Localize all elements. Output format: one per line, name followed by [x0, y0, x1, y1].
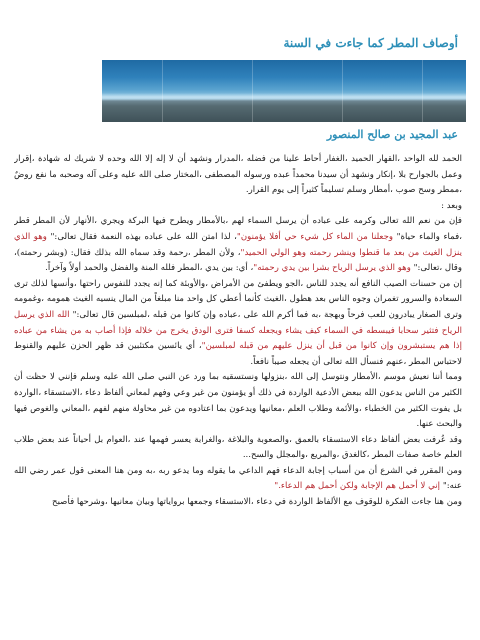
horizon-haze — [102, 93, 466, 101]
article-body — [14, 152, 462, 632]
umar-quote: إني لا أحمل هم الإجابة ولكن أحمل هم الدعاء." — [274, 481, 443, 492]
paragraph-rain-benefits — [14, 277, 462, 371]
paragraph-intro: الحمد لله الواحد ،القهار الحميد ،الغفار أحاط علينا من فضله ،المدرار ونشهد أن لا إله إلا الله وحده لا شريك له شهادة ،إقرار وعمل بالجوارح بلا ،إنكار ونشهد أن سيدنا محمداً عبده ورسوله المصطفى ،المختار صلى الله عليه وعلى آله وصحبه ما نفع روضٌ ،ممطر وسح صوب ،أمطار وسلم تسليماً كثيراً إلى يوم القرار. — [14, 154, 462, 196]
quran-verse: وجعلنا من الماء كل شيء حي أفلا يؤمنون" — [236, 231, 397, 242]
quran-verse: وهو الذي ينزل الغيث من بعد ما قنطوا وينشر رحمته وهو الولي الحميد" — [14, 231, 462, 258]
quran-verse: الله الذي يرسل الرياح فتثير سحابا فيبسطه في السماء كيف يشاء ويجعله كسفا فترى الودق يخرج من خلاله فإذا أصاب به من يشاء من عباده إذا هم يستبشرون وإن كانوا من قبل أن ينزل عليهم من قبله لمبلسين" — [14, 309, 462, 352]
paragraph-idea: ومن هنا جاءت الفكرة للوقوف مع الألفاظ الواردة في دعاء ،الاستسقاء وجمعها برواياتها وبيان معانيها ،وشرحها فأصبح — [52, 497, 462, 508]
quran-verse: وهو الذي يرسل الرياح بشرا بين يدي رحمته" — [253, 263, 414, 274]
article-title: أوصاف المطر كما جاءت في السنة — [283, 36, 458, 50]
paragraph-text: ، ولأن المطر ،رحمة وقد سماه الله بذلك فقال: (وبشر رحمته)، وقال ،تعالى:" — [14, 247, 462, 274]
author-name: عبد المجيد بن صالح المنصور — [326, 128, 458, 141]
paragraph-words: وقد عُرفت بعض ألفاظ دعاء الاستسقاء بالعمق ،والصعوبة والبلاغة ،والغرابة يعسر فهمها عند ،العوام بل أحياناً عند بعض طلاب العلم خاصة صفات المطر ،كالغدق ،والمريع ،والمجلل والسح... — [14, 434, 462, 461]
sea-horizon-image — [102, 60, 466, 122]
paragraph-blessing — [14, 214, 462, 276]
paragraph-text: إن من حسنات الصيب النافع أنه يجدد للناس ،الجو ويطفئ من الأمراض ،والأوبئة كما إنه يجدد للنفوس راحتها ،وأنسها لذلك ترى السعادة والسرور تغمران وجوه الناس بعد هطول ،الغيث كأنما أعطي كل واحد منا مبلغاً من المال ينسيه الغيث همومه ،وغمومه وترى الصغار يبادرون للعب فرحاً وبهجة ،به فما أكرم الله على ،عباده وإن كانوا من قبله ،لمبلسين قال تعالى:" — [14, 278, 462, 320]
paragraph-wabaad: وبعد : — [441, 200, 462, 211]
paragraph-text: ، أي يائسين مكتئبين قد ظهر الحزن عليهم والقنوط لاحتباس المطر ،عنهم فنسأل الله تعالى أن يجعله صيباً نافعاً. — [14, 341, 462, 367]
paragraph-season: ومما أننا نعيش موسم ،الأمطار ونتوسل إلى الله ،بنزولها ونستسقيه بما ورد عن النبي صلى الله عليه وسلم فإنني لا حظت أن الكثير من الناس يدعون الله ببعض الأدعية الواردة في ذلك أو يؤمنون من غير وعي وفهم لمعاني ألفاظ دعاء ،الاستسقاء ،الواردة بل يفوت الكثير من الخطباء ،والأئمة وطلاب العلم ،معانيها ويدعون بما اعتادوه من غير محاولة منهم لفهم ،المعاني والغوص فيها والبحث عنها. — [14, 372, 462, 430]
paragraph-text: ومن المقرر في الشرع أن من أسباب إجابة الدعاء فهم الداعي ما يقوله وما يدعو ربه ،به ومن هنا المعنى قول عمر رضي الله عنه:" — [14, 465, 462, 492]
rain-streak — [252, 60, 253, 122]
rain-streak — [342, 60, 343, 122]
paragraph-umar-quote — [14, 464, 462, 495]
paragraph-text: فإن من نعم الله تعالى وكرمه على عباده أن يرسل السماء لهم ،بالأمطار ويطرح فيها البركة ويجري ،الأنهار لأن المطر قطر ،فماء والماء حياة" — [14, 216, 462, 242]
rain-streak — [422, 60, 423, 122]
paragraph-text: ، لذا امتن الله على عباده بهذه النعمة فقال تعالى:" — [50, 231, 237, 242]
rain-streak — [162, 60, 163, 122]
paragraph-text: ، أي: بين يدي ،المطر فلله المنة والفضل والحمد أولاً وآخراً. — [45, 263, 254, 274]
